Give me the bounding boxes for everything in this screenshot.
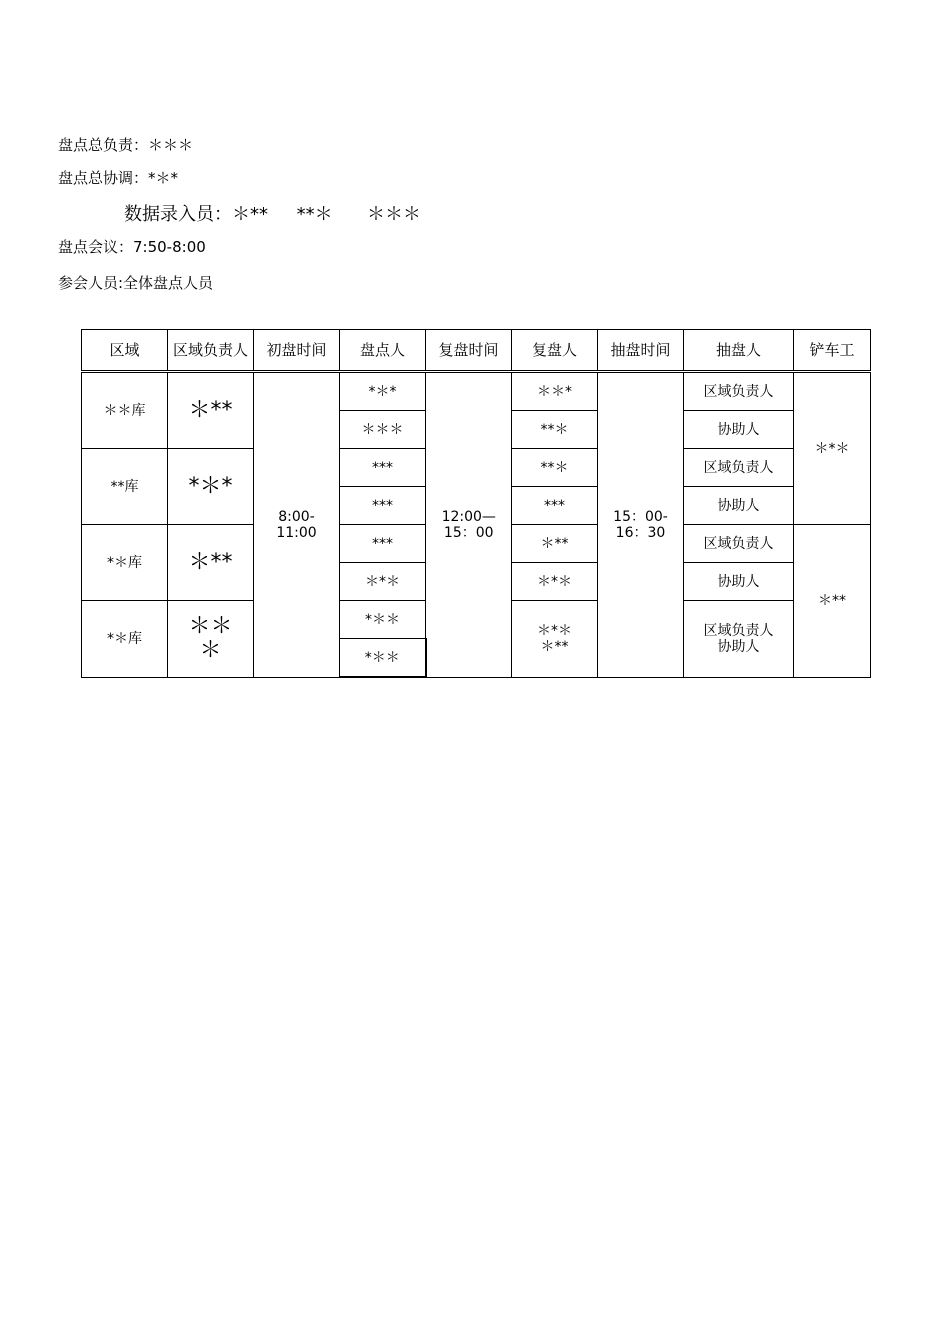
- initial-time: 8:00- 11:00: [254, 373, 340, 678]
- rechecker: **＊: [512, 449, 598, 487]
- counter: *＊＊: [340, 601, 426, 639]
- col-header-spot-checker: 抽盘人: [684, 330, 794, 371]
- col-header-rechecker: 复盘人: [512, 330, 598, 371]
- area-name: *＊库: [82, 601, 168, 678]
- col-header-initial-time: 初盘时间: [254, 330, 340, 371]
- table-row: [82, 373, 871, 411]
- forklift-operator: ＊*＊: [794, 373, 871, 525]
- rechecker: ***: [512, 487, 598, 525]
- spot-checker: 区域负责人: [684, 525, 794, 563]
- total-coordinator-line: 盘点总协调：*＊*: [58, 169, 179, 187]
- counter: ***: [340, 525, 426, 563]
- meeting-line: 盘点会议：7:50-8:00: [58, 238, 206, 256]
- counter: ＊＊＊: [340, 411, 426, 449]
- counter: ***: [340, 449, 426, 487]
- area-name: ＊＊库: [82, 373, 168, 449]
- spot-checker: 区域负责人: [684, 449, 794, 487]
- counter: *＊*: [340, 373, 426, 411]
- col-header-spot-time: 抽盘时间: [598, 330, 684, 371]
- spot-time: 15：00- 16：30: [598, 373, 684, 678]
- area-name: **库: [82, 449, 168, 525]
- spot-checker: 协助人: [684, 487, 794, 525]
- header-row: [82, 330, 871, 371]
- counter: ＊*＊: [340, 563, 426, 601]
- rechecker: ＊*＊ ＊**: [512, 601, 598, 678]
- col-header-area: 区域: [82, 330, 168, 371]
- data-entry-line: 数据录入员：＊** **＊ ＊＊＊: [124, 204, 421, 225]
- counter: ***: [340, 487, 426, 525]
- spot-checker: 区域负责人: [684, 373, 794, 411]
- inventory-schedule-table: [81, 329, 871, 678]
- attendees-line: 参会人员:全体盘点人员: [58, 274, 214, 292]
- col-header-recheck-time: 复盘时间: [426, 330, 512, 371]
- area-lead: *＊*: [168, 449, 254, 525]
- col-header-area-lead: 区域负责人: [168, 330, 254, 371]
- rechecker: ＊**: [512, 525, 598, 563]
- col-header-counter: 盘点人: [340, 330, 426, 371]
- total-manager-line: 盘点总负责：＊＊＊: [58, 136, 194, 154]
- forklift-operator: ＊**: [794, 525, 871, 678]
- counter: *＊＊: [340, 639, 426, 678]
- area-lead: ＊＊ ＊: [168, 601, 254, 678]
- col-header-forklift: 铲车工: [794, 330, 871, 371]
- rechecker: ＊*＊: [512, 563, 598, 601]
- spot-checker: 协助人: [684, 411, 794, 449]
- rechecker: ＊＊*: [512, 373, 598, 411]
- spot-checker: 区域负责人 协助人: [684, 601, 794, 678]
- area-name: *＊库: [82, 525, 168, 601]
- recheck-time: 12:00— 15：00: [426, 373, 512, 678]
- area-lead: ＊**: [168, 525, 254, 601]
- rechecker: **＊: [512, 411, 598, 449]
- spot-checker: 协助人: [684, 563, 794, 601]
- area-lead: ＊**: [168, 373, 254, 449]
